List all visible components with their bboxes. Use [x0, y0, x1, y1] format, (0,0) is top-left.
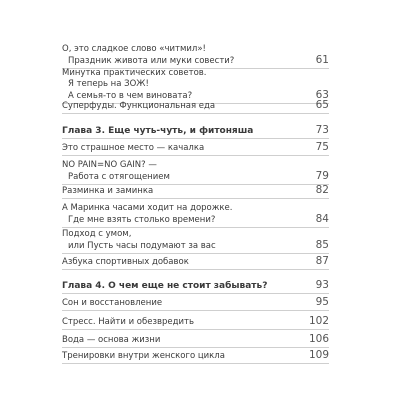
toc-line: [62, 280, 329, 291]
toc-page-number: 75: [315, 141, 329, 153]
toc-entry-title: Стресс. Найти и обезвредить: [62, 317, 194, 327]
toc-line: [62, 100, 329, 111]
toc-page-number: 61: [315, 54, 329, 66]
toc-entry: [62, 44, 329, 66]
toc-page-number: 82: [315, 184, 329, 196]
toc-line: [62, 203, 329, 214]
toc-entry-title: Подход с умом,: [62, 229, 132, 239]
toc-entry: [62, 68, 329, 101]
toc-page-number: 93: [315, 279, 329, 291]
toc-divider: [62, 253, 329, 254]
toc-line: [62, 171, 329, 182]
toc-divider: [62, 347, 329, 348]
toc-divider: [62, 155, 329, 156]
toc-line: [62, 142, 329, 153]
toc-line: [62, 240, 329, 251]
toc-chapter: [62, 280, 329, 291]
toc-line: [62, 297, 329, 308]
toc-divider: [62, 113, 329, 114]
toc-entry-title: NO PAIN=NO GAIN? —: [62, 160, 157, 170]
toc-entry: [62, 316, 329, 327]
toc-entry: [62, 160, 329, 182]
toc-entry-title: Работа с отягощением: [68, 172, 170, 182]
toc-entry-title: О, это сладкое слово «читмил»!: [62, 44, 206, 54]
toc-line: [62, 229, 329, 240]
toc-entry-title: Сон и восстановление: [62, 298, 163, 308]
toc-page-number: 63: [315, 89, 329, 101]
toc-page-number: 85: [315, 239, 329, 251]
toc-entry: [62, 350, 329, 361]
toc-entry: [62, 185, 329, 196]
toc-entry-title: Праздник живота или муки совести?: [68, 56, 235, 66]
toc-line: [62, 79, 329, 90]
toc-line: [62, 44, 329, 55]
toc-line: [62, 160, 329, 171]
toc-divider: [62, 198, 329, 199]
toc-line: [62, 316, 329, 327]
toc-entry: [62, 297, 329, 308]
toc-entry-title: А семья-то в чем виновата?: [68, 91, 193, 101]
toc-chapter: [62, 125, 329, 136]
toc-entry-title: Азбука спортивных добавок: [62, 257, 189, 267]
toc-page-number: 106: [308, 333, 329, 345]
toc-entry: [62, 100, 329, 111]
toc-page-number: 95: [315, 296, 329, 308]
toc-entry: [62, 203, 329, 225]
toc-entry-title: Это страшное место — качалка: [62, 143, 205, 153]
toc-entry-title: Глава 3. Еще чуть-чуть, и фитоняша: [62, 126, 254, 136]
toc-entry-title: Минутка практических советов.: [62, 68, 207, 78]
toc-line: [62, 125, 329, 136]
toc-entry-title: или Пусть часы подумают за вас: [68, 241, 216, 251]
toc-divider: [62, 138, 329, 139]
toc-entry-title: Вода — основа жизни: [62, 335, 161, 345]
toc-page-number: 65: [315, 99, 329, 111]
toc-page-number: 73: [315, 124, 329, 136]
toc-divider: [62, 227, 329, 228]
toc-entry-title: Где мне взять столько времени?: [68, 215, 216, 225]
toc-page-number: 109: [308, 349, 329, 361]
toc-entry: [62, 142, 329, 153]
toc-line: [62, 350, 329, 361]
toc-line: [62, 256, 329, 267]
toc-line: [62, 185, 329, 196]
toc-divider: [62, 329, 329, 330]
toc-entry-title: Я теперь на ЗОЖ!: [68, 79, 149, 89]
toc-entry: [62, 229, 329, 251]
toc-entry-title: А Маринка часами ходит на дорожке.: [62, 203, 233, 213]
toc-entry: [62, 334, 329, 345]
toc-entry: [62, 256, 329, 267]
toc-page-number: 84: [315, 213, 329, 225]
toc-entry-title: Глава 4. О чем еще не стоит забывать?: [62, 281, 268, 291]
toc-divider: [62, 269, 329, 270]
toc-line: [62, 334, 329, 345]
toc-line: [62, 214, 329, 225]
toc-page-number: 87: [315, 255, 329, 267]
toc-page-number: 79: [315, 170, 329, 182]
toc-line: [62, 68, 329, 79]
toc-divider: [62, 310, 329, 311]
toc-line: [62, 55, 329, 66]
toc-divider: [62, 293, 329, 294]
toc-page-number: 102: [308, 315, 329, 327]
toc-entry-title: Тренировки внутри женского цикла: [62, 351, 225, 361]
toc-entry-title: Суперфуды. Функциональная еда: [62, 101, 216, 111]
toc-divider: [62, 363, 329, 364]
toc-entry-title: Разминка и заминка: [62, 186, 154, 196]
